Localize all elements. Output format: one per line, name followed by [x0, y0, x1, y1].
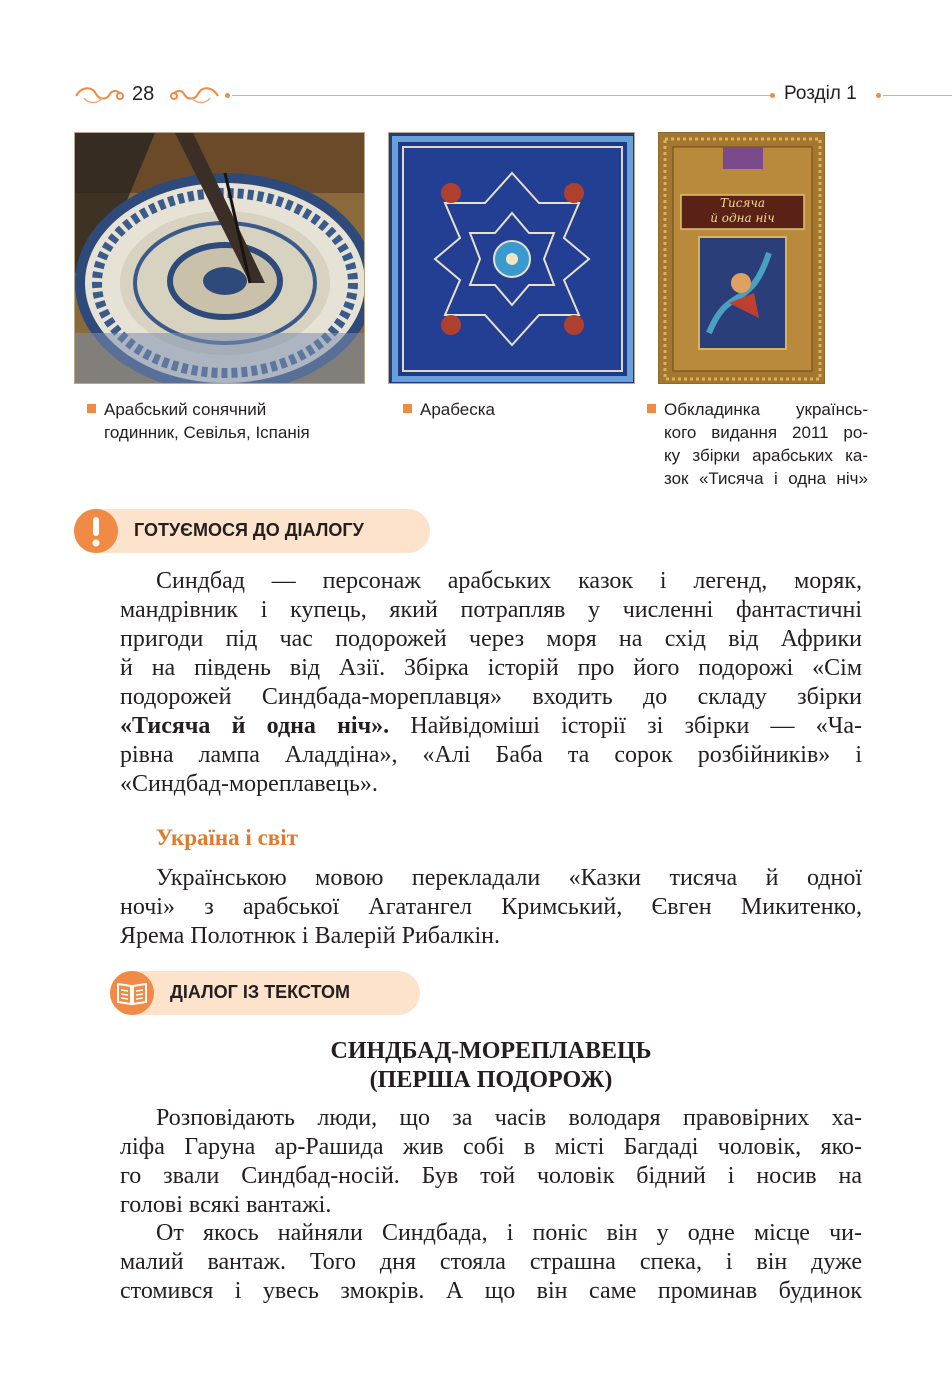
bold-title: «Тисяча й одна ніч».: [120, 713, 390, 739]
bullet-square-icon: [87, 404, 96, 413]
section-banner-prepare: [74, 509, 430, 553]
story-paragraph-1: Розповідають люди, що за часів володаря правовірних ха- ліфа Гаруна ар-Рашида жив собі в місті Багдаді чоловік, яко- го звали Синдбад-носій. Був той чоловік бідний і носив на голові всякі вантажі.: [120, 1105, 862, 1218]
photo-caption: Арабеска: [420, 398, 495, 421]
open-book-icon: [110, 971, 154, 1015]
right-ornament-icon: [168, 82, 220, 106]
photo-caption: Обкладинка українсь- кого видання 2011 ро- ку збірки арабських ка- зок «Тисяча і одна ніч»: [664, 398, 868, 490]
banner-title: ДІАЛОГ ІЗ ТЕКСТОМ: [170, 982, 350, 1002]
book-cover-photo: [658, 132, 825, 384]
chapter-label: Розділ 1: [784, 83, 857, 104]
section-banner-dialog: [110, 971, 420, 1015]
book-cover-title: Тисяча: [719, 196, 766, 210]
exclamation-icon: [74, 509, 118, 553]
banner-title: ГОТУЄМОСЯ ДО ДІАЛОГУ: [134, 520, 364, 540]
bullet-square-icon: [403, 404, 412, 413]
subheading-ukraine-world: Україна і світ: [156, 825, 298, 850]
header-rule: [883, 95, 952, 96]
header-dot: [770, 93, 775, 98]
page-number: 28: [132, 83, 155, 105]
header-dot: [876, 93, 881, 98]
story-title: СИНДБАД-МОРЕПЛАВЕЦЬ (ПЕРША ПОДОРОЖ): [330, 1038, 652, 1093]
bullet-square-icon: [647, 404, 656, 413]
intro-paragraph: Синдбад — персонаж арабських казок і легенд, моряк, мандрівник і купець, який потрапляв у численні фантастичні пригоди під час подорожей через моря на схід від Африки й на південь від Азії. Збірка історій про його подорожі «Сім подорожей Синдбада-мореплавця» входить до складу збірки «Тисяча й одна ніч». Найвідоміші історії зі збірки — «Ча- рівна лампа Аладдіна», «Алі Баба та сорок розбійників» і «Синдбад-мореплавець».: [120, 568, 862, 797]
header-rule: [232, 95, 770, 96]
book-cover-title: й одна ніч: [710, 211, 775, 225]
translators-paragraph: Українською мовою перекладали «Казки тисяча й одної ночі» з арабської Агатангел Кримський, Євген Микитенко, Ярема Полотнюк і Валерій Рибалкін.: [120, 865, 862, 949]
arabesque-photo: [388, 132, 635, 384]
header-dot: [225, 93, 230, 98]
story-paragraph-2: От якось найняли Синдбада, і поніс він у одне місце чи- малий вантаж. Того дня стояла страшна спека, і він дуже стомився і увесь змокрів. А що він саме проминав будинок: [120, 1220, 862, 1304]
photo-caption: Арабський сонячний годинник, Севілья, Іспанія: [104, 398, 310, 444]
left-ornament-icon: [74, 82, 126, 106]
sundial-photo: [74, 132, 365, 384]
page-header: [0, 78, 952, 114]
line-with-bold-title: «Тисяча й одна ніч». Найвідоміші історії зі збірки — «Ча-: [120, 713, 862, 739]
